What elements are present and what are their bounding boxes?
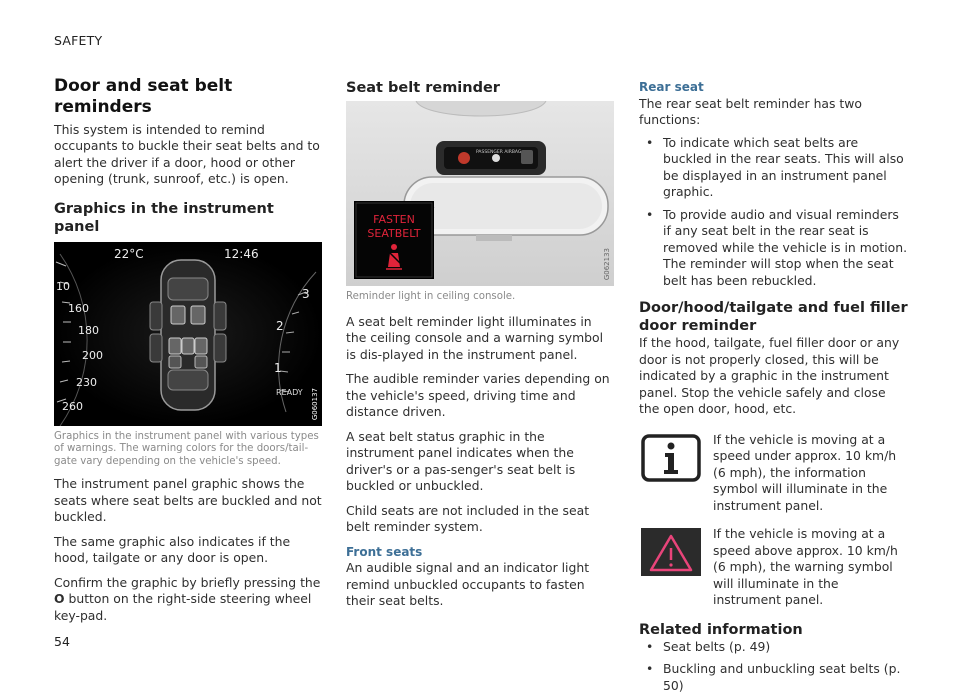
rear-seat-list — [639, 135, 909, 290]
speed-tick-label: 230 — [76, 375, 97, 389]
instrument-panel-illustration — [54, 242, 322, 426]
related-info-heading: Related information — [639, 621, 803, 638]
list-item: • To provide audio and visual reminders if any seat belt in the rear seat is removed while the vehicle is in motion. The reminder will stop when the seat belt has been rebuckled. — [639, 207, 909, 290]
figure-caption: Graphics in the instrument panel with various types of warnings. The warning colors for the doors/tail-gate vary depending on the vehicle's speed. — [54, 430, 319, 467]
list-item: • To indicate which seat belts are buckled in the rear seats. This will also be displayed in an instrument panel graphic. — [639, 135, 909, 201]
related-link[interactable]: • Buckling and unbuckling seat belts (p. 50) — [639, 661, 909, 694]
intro-text: This system is intended to remind occupants to buckle their seat belts and to alert the driver if a door, hood or other opening (trunk, sunroof, etc.) is open. — [54, 121, 320, 186]
figure-code: G060137 — [311, 387, 319, 420]
figure-code: G062133 — [603, 247, 611, 281]
door-reminder-heading: Door/hood/tailgate and fuel filler door reminder — [639, 300, 908, 335]
related-links-list — [639, 639, 909, 694]
body-paragraph: The audible reminder varies depending on the vehicle's speed, driving time and distance driven. — [346, 371, 610, 420]
rear-seat-heading: Rear seat — [639, 80, 704, 94]
speed-tick-label: 10 — [56, 279, 70, 293]
page-title: Door and seat belt reminders — [54, 76, 233, 118]
body-paragraph: A seat belt reminder light illuminates in the ceiling console and a warning symbol is dis-played in the instrument panel. — [346, 313, 604, 362]
info-icon — [639, 432, 703, 484]
gear-tick-label: 3 — [302, 286, 310, 301]
info-note — [639, 432, 909, 515]
body-paragraph: A seat belt status graphic in the instrument panel indicates when the driver's or a pas-senger's seat belt is buckled or unbuckled. — [346, 428, 576, 494]
front-seats-heading: Front seats — [346, 544, 423, 559]
lamp-text-line1: FASTEN — [373, 213, 415, 227]
warning-note — [639, 526, 909, 609]
body-paragraph: An audible signal and an indicator light remind unbuckled occupants to fasten their seat belts. — [346, 560, 590, 609]
body-paragraph: The same graphic also indicates if the hood, tailgate or any door is open. — [54, 533, 291, 566]
body-paragraph: The instrument panel graphic shows the seats where seat belts are buckled and not buckled. — [54, 476, 322, 525]
body-paragraph: The rear seat belt reminder has two functions: — [639, 95, 862, 128]
speed-tick-label: 260 — [62, 399, 83, 413]
seat-belt-reminder-heading: Seat belt reminder — [346, 80, 500, 96]
speed-tick-label: 180 — [78, 323, 99, 337]
warning-icon — [639, 526, 703, 578]
ceiling-console-figure — [346, 101, 614, 286]
time-readout: 12:46 — [224, 246, 259, 261]
gear-tick-label: 1 — [274, 360, 282, 375]
text-run: Confirm the graphic by briefly pressing the — [54, 574, 321, 590]
body-paragraph: If the hood, tailgate, fuel filler door or any door is not properly closed, this will be indicated by a graphic in the instrument panel. Stop the vehicle safely and close the open door, hood, etc. — [639, 335, 900, 417]
section-header: SAFETY — [54, 33, 103, 48]
lamp-text-line2: SEATBELT — [367, 227, 421, 241]
console-label: PASSENGER AIRBAG — [476, 150, 522, 156]
warning-note-text: If the vehicle is moving at a speed above approx. 10 km/h (6 mph), the warning symbol will illuminate in the instrument panel. — [713, 526, 898, 608]
body-paragraph — [54, 575, 322, 625]
text-run: button on the right-side steering wheel key-pad. — [54, 591, 312, 623]
speed-tick-label: 200 — [82, 348, 103, 362]
gear-tick-label: 2 — [276, 318, 284, 333]
column-left — [54, 76, 322, 624]
speed-tick-label: 160 — [68, 301, 89, 315]
column-right — [639, 80, 909, 694]
column-middle — [346, 79, 614, 610]
ready-status: READY — [276, 387, 303, 397]
info-note-text: If the vehicle is moving at a speed under approx. 10 km/h (6 mph), the information symbol will illuminate in the instrument panel. — [713, 431, 897, 513]
body-paragraph: Child seats are not included in the seat belt reminder system. — [346, 502, 590, 535]
page-number: 54 — [54, 634, 70, 649]
button-glyph: O — [54, 591, 65, 607]
instrument-panel-figure — [54, 242, 322, 426]
figure-caption: Reminder light in ceiling console. — [346, 291, 516, 303]
ceiling-console-illustration — [346, 101, 614, 286]
related-link[interactable]: • Seat belts (p. 49) — [639, 639, 909, 656]
instrument-panel-heading: Graphics in the instrument panel — [54, 200, 274, 235]
car-topview-graphic — [150, 260, 226, 410]
temperature-readout: 22°C — [114, 246, 144, 261]
